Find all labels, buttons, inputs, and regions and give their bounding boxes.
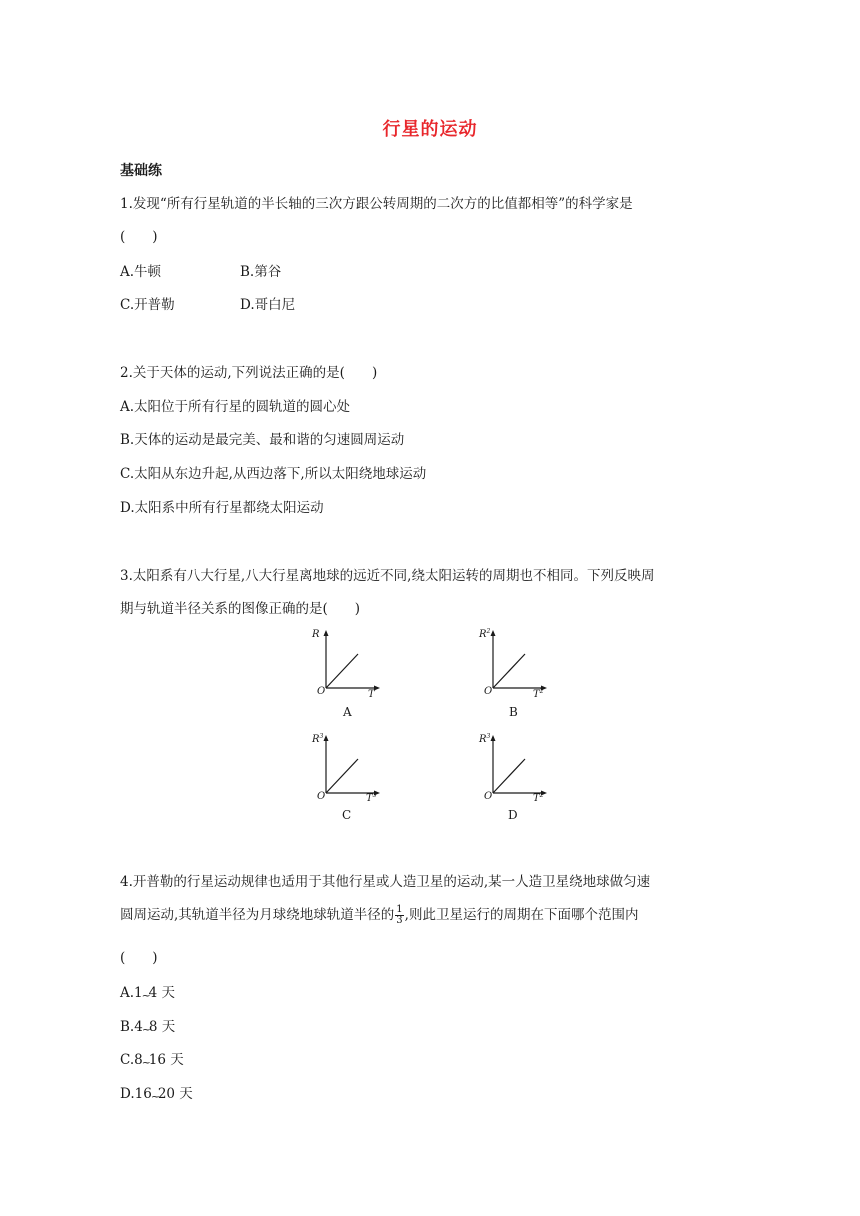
graph-b-origin: O <box>484 686 493 697</box>
q4-option-d-start: D.16 <box>120 1086 152 1102</box>
graph-d-origin: O <box>484 791 493 802</box>
graph-a <box>308 626 398 726</box>
page-title: 行星的运动 <box>382 119 478 140</box>
q4-option-b-end: 8 天 <box>148 1019 176 1035</box>
q4-option-b-start: B.4 <box>120 1019 143 1035</box>
q1-option-c: C.开普勒 <box>120 297 175 313</box>
q4-stem-line2-end: ,则此卫星运行的周期在下面哪个范围内 <box>404 907 639 923</box>
q1-option-b: B.第谷 <box>240 264 282 280</box>
q3-stem-line1: 3.太阳系有八大行星,八大行星离地球的远近不同,绕太阳运转的周期也不相同。下列反映周 <box>120 568 655 584</box>
graph-d-axes <box>475 731 565 831</box>
graph-c-x-label: $T^3$ <box>366 792 377 804</box>
one-third-fraction <box>395 905 403 926</box>
q4-option-b: B.4 ~ 8 天 <box>120 1019 176 1036</box>
q1-option-a: A.牛顿 <box>120 264 162 280</box>
q4-option-a-end: 4 天 <box>148 985 176 1001</box>
graph-b-caption: B <box>509 705 518 719</box>
q4-option-c-end: 16 天 <box>148 1052 184 1068</box>
graph-b-axes <box>475 626 565 726</box>
graph-c <box>308 731 398 831</box>
graph-a-origin: O <box>317 686 326 697</box>
q2-option-b: B.天体的运动是最完美、最和谐的匀速圆周运动 <box>120 432 405 448</box>
q1-stem: 1.发现“所有行星轨道的半长轴的三次方跟公转周期的二次方的比值都相等”的科学家是 <box>120 196 633 212</box>
q2-option-a: A.太阳位于所有行星的圆轨道的圆心处 <box>120 399 351 415</box>
graph-d-y-label: $R^3$ <box>479 733 491 745</box>
graph-d-x-label: $T^2$ <box>533 792 544 804</box>
q2-stem: 2.关于天体的运动,下列说法正确的是( ) <box>120 365 378 381</box>
q4-option-a: A.1 ~ 4 天 <box>120 985 176 1002</box>
q4-option-c: C.8 ~ 16 天 <box>120 1052 184 1069</box>
q4-stem-line2 <box>120 903 638 926</box>
q2-option-c: C.太阳从东边升起,从西边落下,所以太阳绕地球运动 <box>120 466 427 482</box>
graph-a-caption: A <box>343 705 352 719</box>
q1-option-d: D.哥白尼 <box>240 297 296 313</box>
graph-b <box>475 626 565 726</box>
graph-c-axes <box>308 731 398 831</box>
graph-b-y-label: $R^2$ <box>479 628 491 640</box>
fraction-denominator: 3 <box>396 915 403 926</box>
q4-stem-line1: 4.开普勒的行星运动规律也适用于其他行星或人造卫星的运动,某一人造卫星绕地球做匀速 <box>120 874 651 890</box>
graph-a-axes <box>308 626 398 726</box>
fraction-numerator: 1 <box>396 904 403 915</box>
q4-paren: ( ) <box>120 950 158 966</box>
graph-c-origin: O <box>317 791 326 802</box>
graph-c-caption: C <box>342 808 352 822</box>
graph-a-x-label: T <box>368 689 375 700</box>
q4-stem-line2-start: 圆周运动,其轨道半径为月球绕地球轨道半径的 <box>120 907 395 923</box>
graph-c-y-label: $R^3$ <box>312 733 324 745</box>
graph-d-caption: D <box>508 808 518 822</box>
q4-option-c-start: C.8 <box>120 1052 143 1068</box>
graph-b-x-label: $T^2$ <box>533 688 544 700</box>
q3-stem-line2: 期与轨道半径关系的图像正确的是( ) <box>120 601 361 617</box>
q4-option-a-start: A.1 <box>120 985 143 1001</box>
graph-a-y-label: R <box>312 629 320 640</box>
section-heading: 基础练 <box>120 163 162 179</box>
q1-paren: ( ) <box>120 229 158 245</box>
q4-option-d: D.16 ~ 20 天 <box>120 1086 193 1103</box>
graph-d <box>475 731 565 831</box>
q4-option-d-end: 20 天 <box>157 1086 193 1102</box>
q2-option-d: D.太阳系中所有行星都绕太阳运动 <box>120 500 324 516</box>
